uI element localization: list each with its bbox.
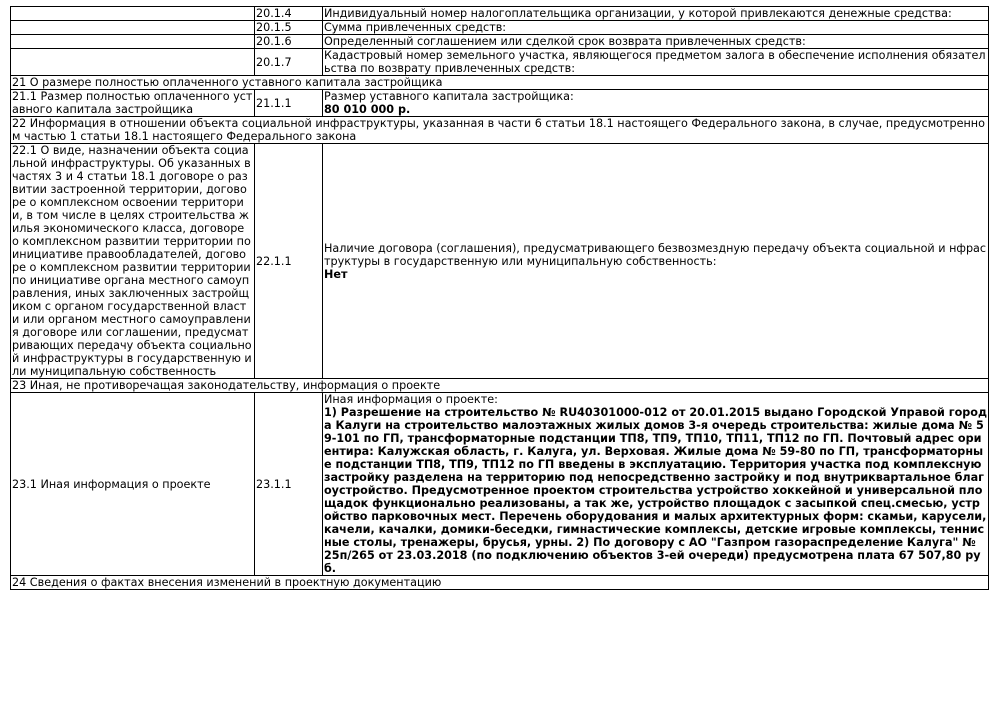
row-text: Индивидуальный номер налогоплательщика организации, у которой привлекаются денежные средства: bbox=[323, 7, 989, 21]
row-code: 20.1.5 bbox=[255, 21, 323, 35]
section-23-value-label: Иная информация о проекте: bbox=[324, 393, 498, 406]
table-row bbox=[11, 144, 989, 379]
empty-label-cell bbox=[11, 49, 255, 76]
empty-label-cell bbox=[11, 35, 255, 49]
section-24-header: 24 Сведения о фактах внесения изменений в проектную документацию bbox=[11, 576, 989, 590]
section-23-label: 23.1 Иная информация о проекте bbox=[11, 393, 255, 576]
section-header-row bbox=[11, 76, 989, 90]
section-21-label: 21.1 Размер полностью оплаченного уставного капитала застройщика bbox=[11, 90, 255, 117]
section-21-header: 21 О размере полностью оплаченного уставного капитала застройщика bbox=[11, 76, 989, 90]
table-row bbox=[11, 35, 989, 49]
empty-label-cell bbox=[11, 21, 255, 35]
section-header-row bbox=[11, 379, 989, 393]
section-21-value: 80 010 000 р. bbox=[324, 103, 411, 116]
section-22-value-cell bbox=[323, 144, 989, 379]
section-23-header: 23 Иная, не противоречащая законодательству, информация о проекте bbox=[11, 379, 989, 393]
row-code: 20.1.6 bbox=[255, 35, 323, 49]
section-22-header: 22 Информация в отношении объекта социальной инфраструктуры, указанная в части 6 статьи 18.1 настоящего Федерального закона, в случае, предусмотренном частью 1 статьи 18.1 настоящего Федерального закона bbox=[11, 117, 989, 144]
row-text: Определенный соглашением или сделкой срок возврата привлеченных средств: bbox=[323, 35, 989, 49]
row-code: 20.1.7 bbox=[255, 49, 323, 76]
row-text: Сумма привлеченных средств: bbox=[323, 21, 989, 35]
section-header-row bbox=[11, 576, 989, 590]
row-code: 20.1.4 bbox=[255, 7, 323, 21]
table-row bbox=[11, 7, 989, 21]
section-header-row bbox=[11, 117, 989, 144]
section-22-value-label: Наличие договора (соглашения), предусматривающего безвозмездную передачу объекта социальной и нфраструктуры в государственную или муниципальную собственность: bbox=[324, 241, 987, 268]
table-row bbox=[11, 90, 989, 117]
row-text: Кадастровый номер земельного участка, являющегося предметом залога в обеспечение исполнения обязательства по возврату привлеченных средств: bbox=[323, 49, 989, 76]
table-row bbox=[11, 49, 989, 76]
declaration-table bbox=[10, 6, 989, 590]
section-22-value: Нет bbox=[324, 267, 348, 281]
section-23-value: 1) Разрешение на строительство № RU40301000-012 от 20.01.2015 выдано Городской Управой города Калуги на строительство малоэтажных жилых домов 3-я очередь строительства: жилые дома № 59-101 по ГП, трансформаторные подстанции ТП8, ТП9, ТП10, ТП11, ТП12 по ГП. Почтовый адрес ориентира: Калужская область, г. Калуга, ул. Верховая. Жилые дома № 59-80 по ГП, трансформаторные подстанции ТП8, ТП9, ТП12 по ГП введены в эксплуатацию. Территория участка под комплексную застройку разделена на территорию под непосредственно застройку и под внутриквартальное благоустройство. Предусмотренное проектом строительства устройство хоккейной и универсальной площадок функционально реализованы, а так же, устройство площадок с засыпкой спец.смесью, устройство парковочных мест. Перечень оборудования и малых архитектурных форм: скамьи, карусели, качели, качалки, домики-беседки, гимнастические комплексы, детские игровые комплексы, теннисные столы, тренажеры, брусья, урны. 2) По договору с АО "Газпром газораспределение Калуга" № 25п/265 от 23.03.2018 (по подключению объектов 3-ей очереди) предусмотрена плата 67 507,80 руб. bbox=[324, 406, 991, 575]
empty-label-cell bbox=[11, 7, 255, 21]
section-22-code: 22.1.1 bbox=[255, 144, 323, 379]
section-23-code: 23.1.1 bbox=[255, 393, 323, 576]
section-21-code: 21.1.1 bbox=[255, 90, 323, 117]
section-21-value-label: Размер уставного капитала застройщика: bbox=[324, 90, 574, 103]
section-21-value-cell bbox=[323, 90, 989, 117]
table-row bbox=[11, 393, 989, 576]
section-23-value-cell bbox=[323, 393, 989, 576]
section-22-label: 22.1 О виде, назначении объекта социальной инфраструктуры. Об указанных в частях 3 и 4 статьи 18.1 договоре о развитии застроенной территории, договоре о комплексном освоении территории, в том числе в целях строительства жилья экономического класса, договоре о комплексном развитии территории по инициативе правообладателей, договоре о комплексном развитии территории по инициативе органа местного самоуправления, иных заключенных застройщиком с органом государственной власти или органом местного самоуправления договоре или соглашении, предусматривающих передачу объекта социальной инфраструктуры в государственную или муниципальную собственность bbox=[12, 144, 255, 378]
table-row bbox=[11, 21, 989, 35]
